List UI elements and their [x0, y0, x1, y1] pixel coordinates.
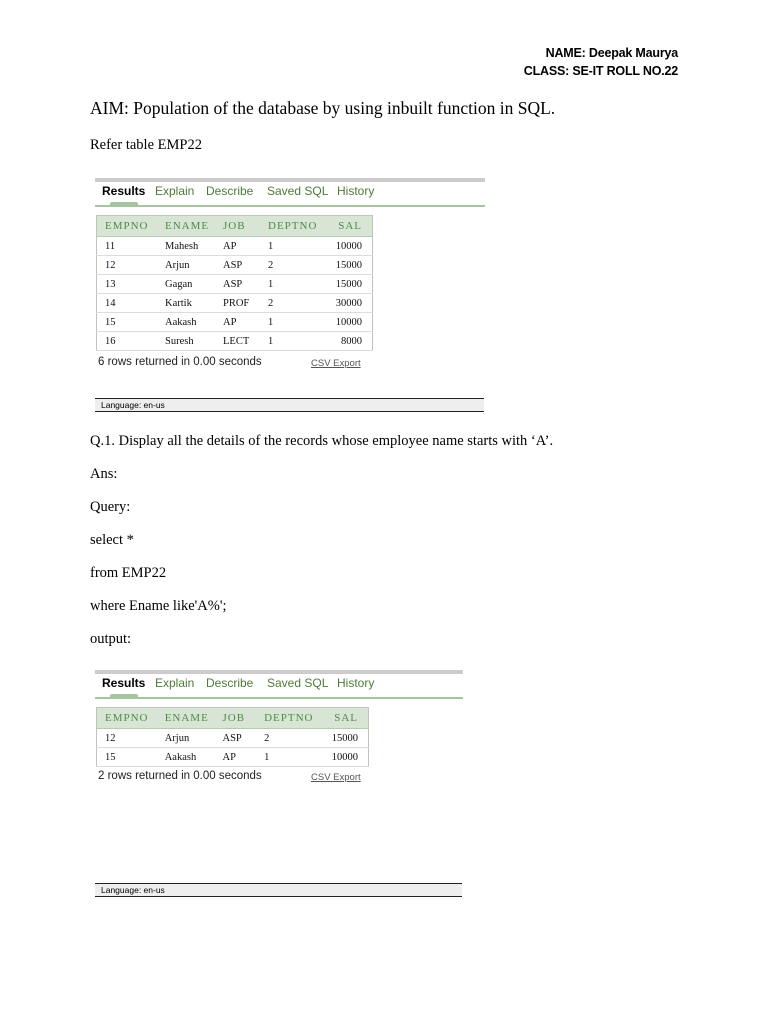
- tab-history[interactable]: History: [337, 676, 375, 690]
- tab-results[interactable]: Results: [102, 676, 146, 690]
- tab-describe[interactable]: Describe: [206, 676, 254, 690]
- cell: Gagan: [157, 275, 215, 294]
- cell: PROF: [215, 294, 260, 313]
- cell: ASP: [215, 275, 260, 294]
- cell: 2: [256, 729, 324, 748]
- tab-explain[interactable]: Explain: [155, 184, 195, 198]
- cell: 11: [97, 237, 158, 256]
- col-header: DEPTNO: [256, 708, 324, 729]
- cell: Kartik: [157, 294, 215, 313]
- cell: 1: [260, 332, 320, 351]
- results-tabs: [95, 182, 485, 207]
- aim-heading: AIM: Population of the database by using inbuilt function in SQL.: [90, 98, 556, 118]
- cell: ASP: [215, 729, 257, 748]
- student-header: [524, 44, 678, 80]
- col-header: EMPNO: [97, 708, 157, 729]
- tab-explain[interactable]: Explain: [155, 676, 195, 690]
- cell: ASP: [215, 256, 260, 275]
- cell: 13: [97, 275, 158, 294]
- student-name: NAME: Deepak Maurya: [545, 46, 678, 60]
- student-class-roll: CLASS: SE-IT ROLL NO.22: [523, 64, 678, 78]
- cell: LECT: [215, 332, 260, 351]
- cell: 10000: [324, 748, 369, 767]
- rows-returned-text: 2 rows returned in 0.00 seconds: [98, 770, 262, 782]
- question-text: Q.1. Display all the details of the records whose employee name starts with ‘A’.: [90, 433, 554, 449]
- language-bar: Language: en-us: [95, 883, 462, 897]
- cell: AP: [215, 237, 260, 256]
- table-row: [97, 729, 369, 748]
- cell: 10000: [320, 313, 373, 332]
- cell: Aakash: [157, 313, 215, 332]
- table-row: [97, 332, 373, 351]
- table-row: [97, 275, 373, 294]
- active-tab-indicator: [110, 202, 138, 206]
- cell: 1: [260, 313, 320, 332]
- table-row: [97, 748, 369, 767]
- cell: 15: [97, 748, 157, 767]
- cell: 15: [97, 313, 158, 332]
- table-row: [97, 256, 373, 275]
- col-header: JOB: [215, 216, 260, 237]
- cell: 16: [97, 332, 158, 351]
- cell: 12: [97, 256, 158, 275]
- results-tabs: [95, 674, 463, 699]
- cell: Aakash: [157, 748, 215, 767]
- cell: 1: [256, 748, 324, 767]
- language-bar: Language: en-us: [95, 398, 484, 412]
- active-tab-indicator: [110, 694, 138, 698]
- col-header: SAL: [324, 708, 369, 729]
- cell: 12: [97, 729, 157, 748]
- cell: Arjun: [157, 256, 215, 275]
- cell: 1: [260, 237, 320, 256]
- csv-export-link[interactable]: CSV Export: [311, 358, 361, 369]
- output-label: output:: [90, 631, 132, 647]
- query-line: select *: [90, 532, 134, 548]
- table-row: [97, 313, 373, 332]
- cell: Suresh: [157, 332, 215, 351]
- cell: 15000: [324, 729, 369, 748]
- refer-text: Refer table EMP22: [90, 137, 202, 153]
- cell: 30000: [320, 294, 373, 313]
- sql-results-panel-1: [95, 178, 485, 207]
- col-header: JOB: [215, 708, 257, 729]
- cell: 2: [260, 294, 320, 313]
- tab-describe[interactable]: Describe: [206, 184, 254, 198]
- cell: 14: [97, 294, 158, 313]
- cell: 1: [260, 275, 320, 294]
- table-row: [97, 294, 373, 313]
- sql-results-panel-2: [95, 670, 463, 699]
- cell: 8000: [320, 332, 373, 351]
- csv-export-link[interactable]: CSV Export: [311, 772, 361, 783]
- cell: 10000: [320, 237, 373, 256]
- results-table-1: [96, 215, 373, 351]
- table-row: [97, 237, 373, 256]
- query-line: where Ename like'A%';: [90, 598, 227, 614]
- col-header: EMPNO: [97, 216, 158, 237]
- ans-label: Ans:: [90, 466, 118, 482]
- query-line: from EMP22: [90, 565, 167, 581]
- col-header: SAL: [320, 216, 373, 237]
- col-header: ENAME: [157, 708, 215, 729]
- tab-saved-sql[interactable]: Saved SQL: [267, 184, 329, 198]
- cell: Arjun: [157, 729, 215, 748]
- cell: AP: [215, 748, 257, 767]
- cell: Mahesh: [157, 237, 215, 256]
- tab-saved-sql[interactable]: Saved SQL: [267, 676, 329, 690]
- cell: 15000: [320, 275, 373, 294]
- col-header: ENAME: [157, 216, 215, 237]
- rows-returned-text: 6 rows returned in 0.00 seconds: [98, 356, 262, 368]
- cell: 15000: [320, 256, 373, 275]
- results-table-2: [96, 707, 369, 767]
- query-label: Query:: [90, 499, 131, 515]
- col-header: DEPTNO: [260, 216, 320, 237]
- tab-history[interactable]: History: [337, 184, 375, 198]
- tab-results[interactable]: Results: [102, 184, 146, 198]
- cell: 2: [260, 256, 320, 275]
- cell: AP: [215, 313, 260, 332]
